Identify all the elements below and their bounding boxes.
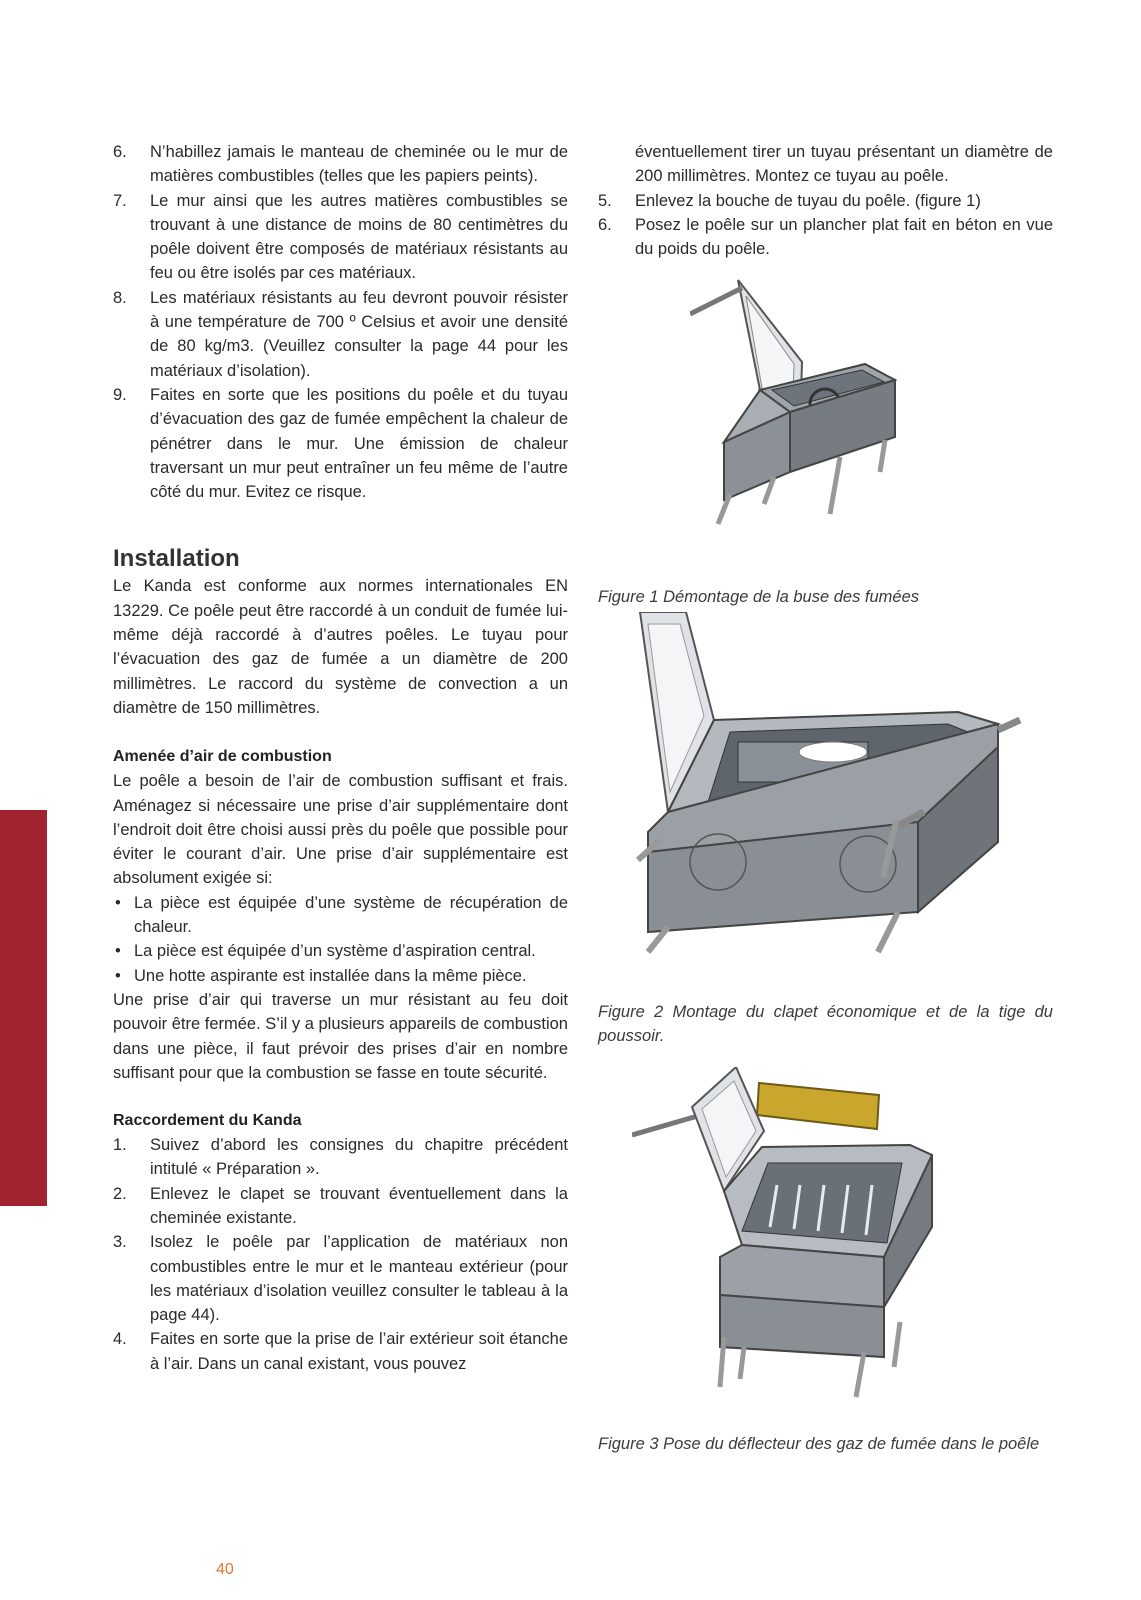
- list-item: 2. Enlevez le clapet se trouvant éventuellement dans la cheminée existante.: [113, 1184, 568, 1227]
- list-item: 7. Le mur ainsi que les autres matières combustibles se trouvant à une distance de moins de 80 centimètres du poêle doivent être composés de matériaux résistants au feu ou être isolés par ces matériaux.: [113, 191, 568, 283]
- list-item: 8. Les matériaux résistants au feu devront pouvoir résister à une température de 700 º Celsius et avoir une densité de 80 kg/m3. (Veuillez consulter la page 44 pour les matériaux d’isolation).: [113, 288, 568, 380]
- right-column: [598, 140, 1053, 261]
- left-column: [113, 140, 568, 1376]
- page-number: 40: [216, 1561, 234, 1578]
- list-item: 9. Faites en sorte que les positions du poêle et du tuyau d’évacuation des gaz de fumée empêchent la chaleur de pénétrer dans le mur. Une émission de chaleur traversant un mur peut entraîner un feu même de l’autre côté du mur. Evitez ce risque.: [113, 385, 568, 502]
- list-item: • La pièce est équipée d’une système de récupération de chaleur.: [115, 893, 568, 937]
- list-item: 3. Isolez le poêle par l’application de matériaux non combustibles entre le mur et le manteau extérieur (pour les matériaux d’isolation veuillez consulter le tableau à la page 44).: [113, 1233, 568, 1325]
- figure-1-caption: Figure 1 Démontage de la buse des fumées: [598, 588, 920, 606]
- installation-paragraph: Le Kanda est conforme aux normes internationales EN 13229. Ce poêle peut être raccordé à un conduit de fumée lui-même déjà raccordé à d’autres poêles. Le tuyau pour l’évacuation des gaz de fumée a un diamètre de 200 millimètres. Le raccord du système de convection a un diamètre de 150 millimètres.: [113, 577, 568, 717]
- connection-heading: Raccordement du Kanda: [113, 1112, 302, 1130]
- instructions-list-bottom: [113, 1133, 568, 1376]
- air-supply-heading: Amenée d’air de combustion: [113, 748, 332, 766]
- instructions-list-top: [113, 140, 568, 504]
- figure-2-caption: Figure 2 Montage du clapet économique et de la tige du poussoir.: [598, 1003, 1053, 1046]
- air-supply-paragraph-2: Une prise d’air qui traverse un mur résistant au feu doit pouvoir être fermée. S’il y a plusieurs appareils de combustion dans une pièce, il faut prévoir des prises d’air en nombre suffisant pour que la combustion se fasse en toute sécurité.: [113, 990, 568, 1082]
- installation-heading: Installation: [113, 545, 240, 573]
- figure-3-stove-illustration: [632, 1067, 962, 1407]
- figure-3-caption: Figure 3 Pose du déflecteur des gaz de fumée dans le poêle: [598, 1435, 1040, 1453]
- list-item: 1. Suivez d’abord les consignes du chapitre précédent intitulé « Préparation ».: [113, 1136, 568, 1179]
- continued-paragraph: éventuellement tirer un tuyau présentant un diamètre de 200 millimètres. Montez ce tuyau au poêle.: [635, 143, 1053, 186]
- figure-2-stove-illustration: [628, 612, 1048, 972]
- list-item: 6. N’habillez jamais le manteau de cheminée ou le mur de matières combustibles (telles que les papiers peints).: [113, 143, 568, 186]
- chapter-accent-bar: [0, 810, 47, 1206]
- air-supply-conditions: [113, 891, 568, 988]
- air-supply-paragraph: Le poêle a besoin de l’air de combustion suffisant et frais. Aménagez si nécessaire une prise d’air supplémentaire dont l’endroit doit être choisi aussi près du poêle que possible pour éviter le courant d’air. Une prise d’air supplémentaire est absolument exigée si:: [113, 772, 568, 888]
- list-item: • La pièce est équipée d’un système d’aspiration central.: [115, 942, 536, 961]
- list-item: 5. Enlevez la bouche de tuyau du poêle. (figure 1): [598, 191, 981, 210]
- instructions-list-right: [598, 189, 1053, 262]
- list-item: 4. Faites en sorte que la prise de l’air extérieur soit étanche à l’air. Dans un canal existant, vous pouvez: [113, 1330, 568, 1373]
- list-item: 6. Posez le poêle sur un plancher plat fait en béton en vue du poids du poêle.: [598, 215, 1053, 259]
- list-item: • Une hotte aspirante est installée dans la même pièce.: [115, 966, 527, 985]
- figure-1-stove-illustration: [690, 272, 940, 542]
